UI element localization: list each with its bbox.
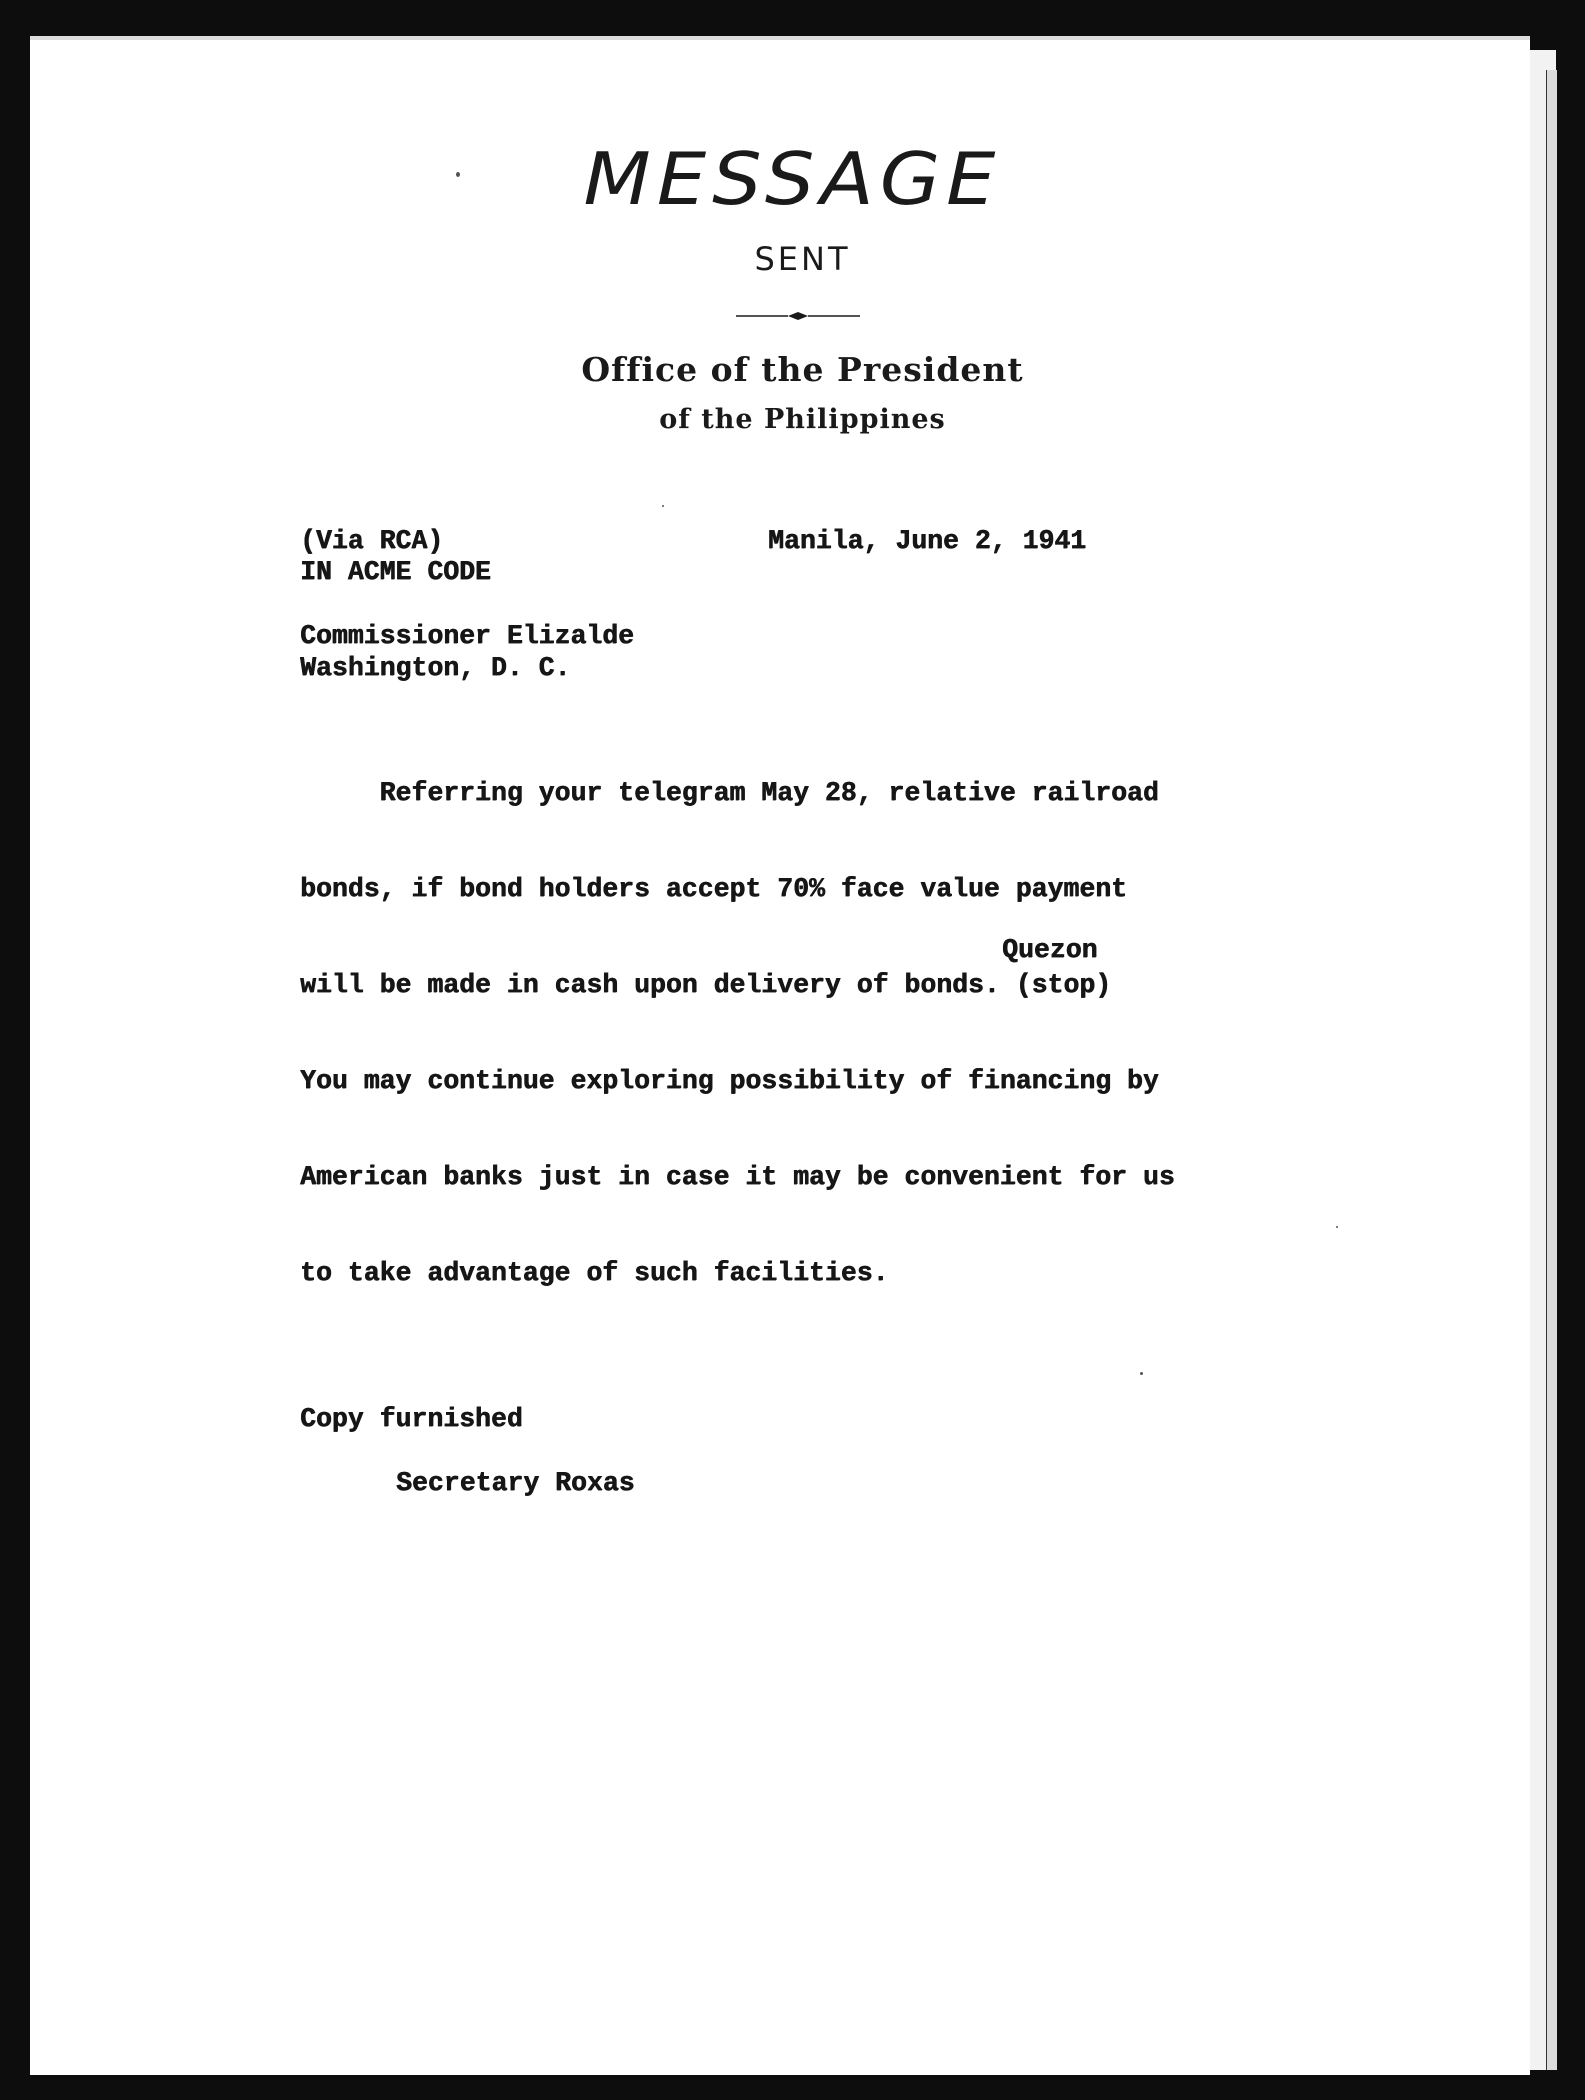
message-title: MESSAGE — [583, 138, 1002, 222]
dateline: Manila, June 2, 1941 — [768, 526, 1087, 556]
ornament-divider-icon — [736, 311, 860, 321]
signature: Quezon — [1002, 935, 1098, 965]
body-line: will be made in cash upon delivery of bonds. (stop) — [300, 970, 1112, 1000]
scan-speck — [1336, 1226, 1338, 1228]
body-line: bonds, if bond holders accept 70% face value payment — [300, 874, 1127, 904]
routing-via: (Via RCA) — [300, 526, 444, 556]
scan-speck — [1140, 1372, 1143, 1375]
body-line: American banks just in case it may be convenient for us — [300, 1162, 1175, 1192]
scan-speck — [662, 505, 664, 507]
body-line: Referring your telegram May 28, relative railroad — [300, 778, 1159, 808]
office-subheading: of the Philippines — [659, 404, 946, 435]
recipient-address: Washington, D. C. — [300, 653, 571, 683]
routing-code: IN ACME CODE — [300, 557, 491, 587]
copy-furnished-label: Copy furnished — [300, 1404, 523, 1434]
body-line: to take advantage of such facilities. — [300, 1258, 889, 1288]
message-body — [300, 713, 1175, 1321]
body-line: You may continue exploring possibility of financing by — [300, 1066, 1159, 1096]
copy-furnished-recipient: Secretary Roxas — [396, 1468, 635, 1498]
scan-speck — [456, 172, 460, 177]
recipient-name: Commissioner Elizalde — [300, 621, 634, 651]
office-heading: Office of the President — [581, 350, 1024, 389]
message-subtitle: SENT — [754, 240, 851, 278]
